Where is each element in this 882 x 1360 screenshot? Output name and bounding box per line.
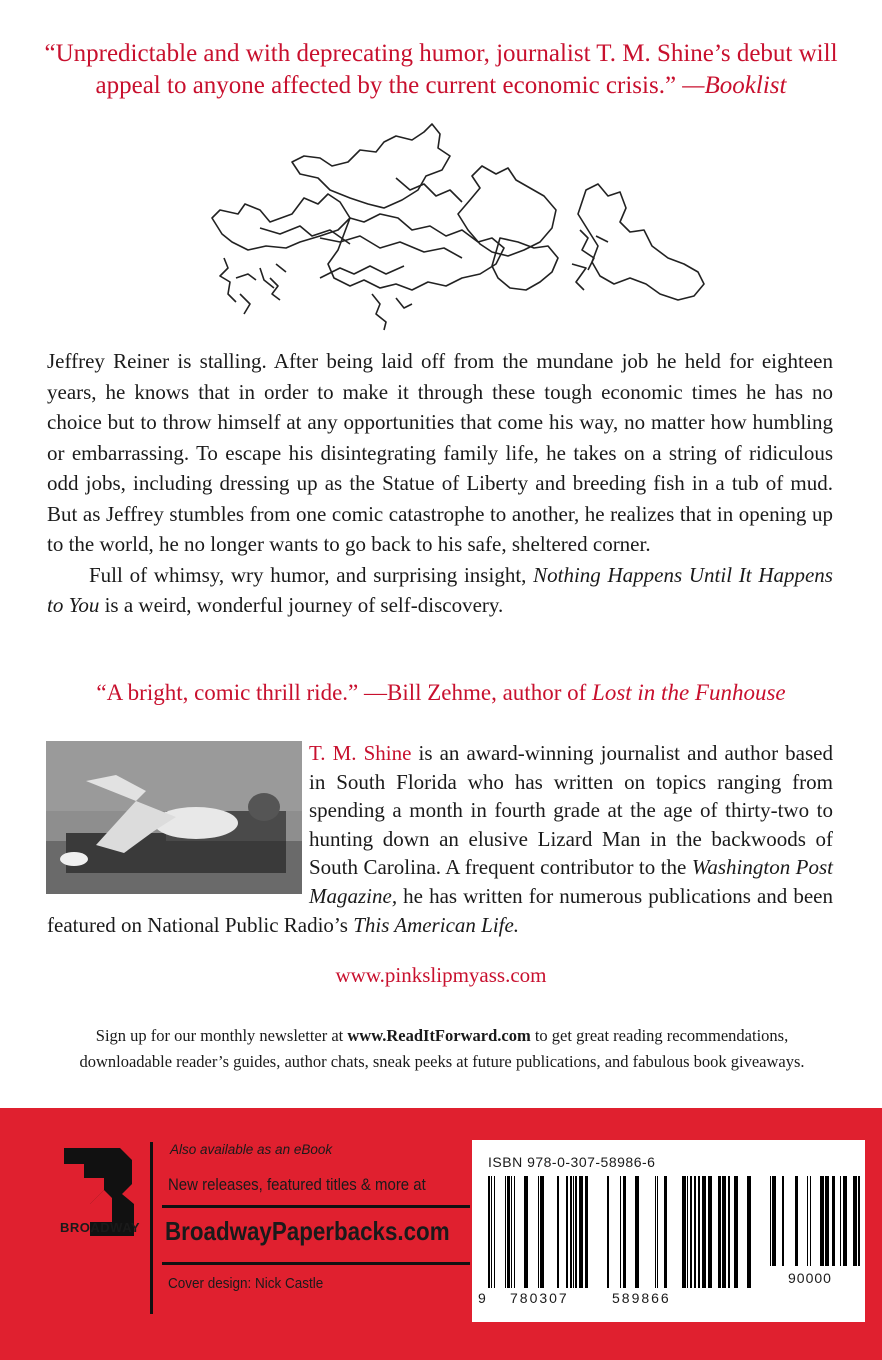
newsletter-pre: Sign up for our monthly newsletter at bbox=[95, 1026, 344, 1045]
barcode-bar bbox=[538, 1176, 539, 1288]
barcode-bar bbox=[573, 1176, 574, 1288]
barcode-bar bbox=[708, 1176, 712, 1288]
author-bio-show: This American Life. bbox=[353, 912, 520, 937]
barcode-bar bbox=[694, 1176, 696, 1288]
barcode-bar bbox=[734, 1176, 738, 1288]
newsletter-link[interactable]: www.ReadItForward.com bbox=[347, 1026, 531, 1045]
barcode-bar bbox=[514, 1176, 515, 1288]
newsletter-signup bbox=[60, 1023, 824, 1075]
barcode-bar bbox=[698, 1176, 700, 1288]
barcode-bar bbox=[575, 1176, 577, 1288]
barcode-bar bbox=[657, 1176, 658, 1288]
barcode-bar bbox=[832, 1176, 835, 1266]
barcode-bar bbox=[858, 1176, 860, 1266]
review-quote bbox=[30, 38, 852, 102]
barcode-bar bbox=[570, 1176, 572, 1288]
barcode-bar bbox=[820, 1176, 824, 1266]
author-bio-text-1: is an award-winning journalist and author based in South Florida who has written on topics ranging from spending a month in fourth grade at the age of thirty-two to hunting down an elusive Lizard Man in the backwoods of South Carolina. A frequent contributor to the bbox=[309, 741, 833, 880]
author-bio-text-2: he has written for numerous publications and been featured on National Public Radio’s bbox=[47, 883, 834, 937]
description-p2-start: Full of whimsy, wry humor, and surprising insight, bbox=[89, 562, 527, 587]
second-quote-text: “A bright, comic thrill ride.” —Bill Zehme, author of bbox=[96, 680, 587, 705]
barcode-bar bbox=[840, 1176, 841, 1266]
barcode-group-2: 589866 bbox=[612, 1290, 671, 1306]
description-paragraph-2 bbox=[47, 560, 833, 621]
newsletter-post: to get great reading recommendations, downloadable reader’s guides, author chats, sneak peeks at future publications, and fabulous book giveaways. bbox=[79, 1026, 805, 1071]
rule-bottom bbox=[162, 1262, 470, 1265]
barcode-bar bbox=[722, 1176, 726, 1288]
description-p2-end: is a weird, wonderful journey of self-discovery. bbox=[104, 593, 504, 617]
second-quote-book: Lost in the Funhouse bbox=[592, 680, 786, 705]
barcode-bar bbox=[825, 1176, 829, 1266]
barcode-bar bbox=[494, 1176, 495, 1288]
review-quote-attribution: —Booklist bbox=[682, 72, 787, 99]
barcode-bar bbox=[728, 1176, 730, 1288]
barcode-bar bbox=[795, 1176, 798, 1266]
cover-design-credit: Cover design: Nick Castle bbox=[168, 1275, 324, 1292]
second-quote bbox=[30, 678, 852, 708]
footer-divider bbox=[150, 1142, 153, 1314]
barcode-bar bbox=[807, 1176, 808, 1266]
barcode-lead-digit: 9 bbox=[478, 1290, 486, 1306]
barcode-bar bbox=[507, 1176, 510, 1288]
book-description bbox=[47, 346, 833, 621]
book-title-inline: Nothing Happens Until It Happens to You bbox=[47, 562, 833, 617]
barcode-bar bbox=[690, 1176, 692, 1288]
review-quote-text: “Unpredictable and with deprecating humor, journalist T. M. Shine’s debut will appeal to anyone affected by the current economic crisis.” bbox=[44, 40, 838, 99]
barcode-bar bbox=[655, 1176, 656, 1288]
barcode-bar bbox=[566, 1176, 568, 1288]
barcode-bar bbox=[505, 1176, 506, 1288]
barcode-bar bbox=[585, 1176, 588, 1288]
barcode-bar bbox=[687, 1176, 688, 1288]
barcode-bar bbox=[524, 1176, 528, 1288]
barcode-bar bbox=[782, 1176, 784, 1266]
rule-top bbox=[162, 1205, 470, 1208]
barcode-bar bbox=[620, 1176, 621, 1288]
barcode-addon-digits: 90000 bbox=[788, 1270, 832, 1286]
barcode-bar bbox=[843, 1176, 847, 1266]
author-website-link[interactable]: www.pinkslipmyass.com bbox=[335, 963, 547, 987]
barcode-bar bbox=[664, 1176, 667, 1288]
barcode-bar bbox=[511, 1176, 512, 1288]
barcode-bar bbox=[810, 1176, 811, 1266]
barcode-bar bbox=[853, 1176, 857, 1266]
barcode-bar bbox=[557, 1176, 559, 1288]
barcode-bar bbox=[540, 1176, 544, 1288]
barcode-bar bbox=[488, 1176, 490, 1288]
barcode-bar bbox=[607, 1176, 609, 1288]
barcode-bar bbox=[635, 1176, 639, 1288]
outline-illustration bbox=[200, 118, 720, 333]
description-paragraph-1: Jeffrey Reiner is stalling. After being laid off from the mundane job he held for eighteen years, he knows that in order to make it through these tough economic times he has no choice but to throw himself at any opportunities that come his way, no matter how humbling or embarrassing. To escape his disintegrating family life, he takes on a string of ridiculous odd jobs, including dressing up as the Statue of Liberty and breeding fish in a tub of mud. But as Jeffrey stumbles from one comic catastrophe to another, he realizes that in opening up to the world, he no longer wants to go back to his safe, sheltered corner. bbox=[47, 349, 833, 556]
barcode-bar bbox=[623, 1176, 626, 1288]
publisher-website-link[interactable]: BroadwayPaperbacks.com bbox=[165, 1216, 450, 1246]
barcode-bar bbox=[747, 1176, 751, 1288]
new-releases-text: New releases, featured titles & more at bbox=[168, 1175, 426, 1194]
barcode-bar bbox=[682, 1176, 686, 1288]
barcode-bar bbox=[772, 1176, 776, 1266]
barcode-bar bbox=[770, 1176, 771, 1266]
author-bio-magazine: Washington Post Magazine, bbox=[309, 855, 833, 908]
author-bio bbox=[47, 739, 833, 939]
ebook-note: Also available as an eBook bbox=[170, 1142, 333, 1157]
barcode-bar bbox=[491, 1176, 492, 1288]
author-name: T. M. Shine bbox=[309, 741, 412, 765]
barcode-group-1: 780307 bbox=[510, 1290, 569, 1306]
broadway-logo-text: BROADWAY bbox=[60, 1220, 141, 1235]
isbn-text: ISBN 978-0-307-58986-6 bbox=[488, 1154, 656, 1170]
barcode-bar bbox=[702, 1176, 706, 1288]
barcode-bar bbox=[718, 1176, 721, 1288]
barcode-bar bbox=[579, 1176, 583, 1288]
